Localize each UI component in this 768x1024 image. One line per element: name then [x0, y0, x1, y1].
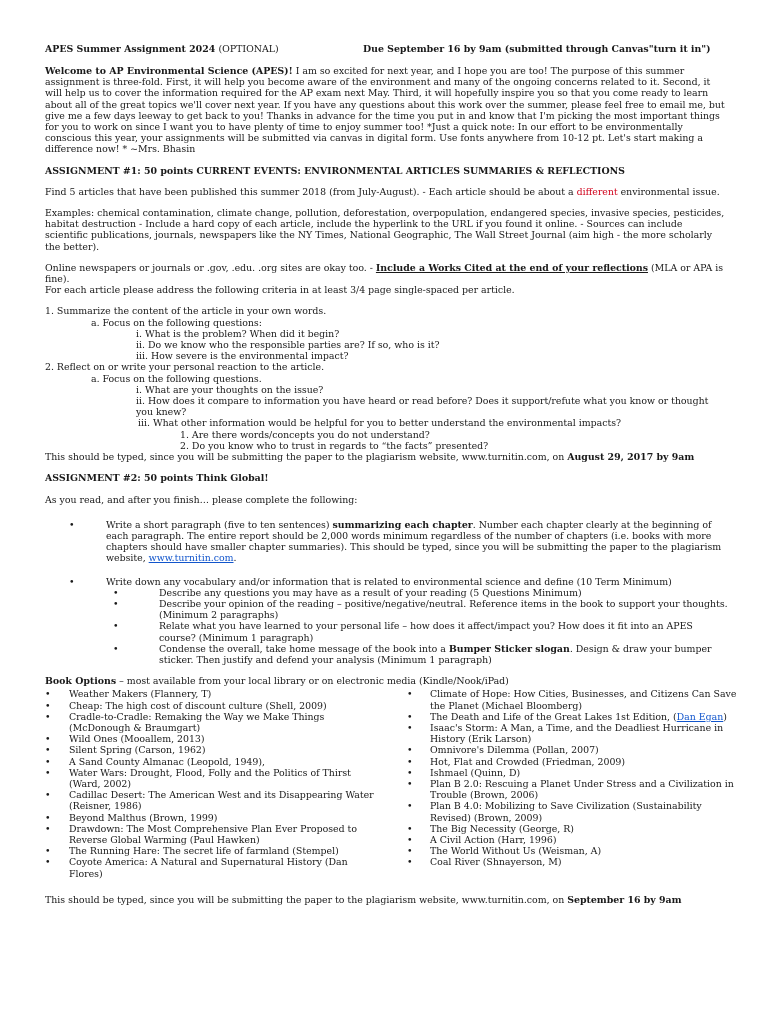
bullet-dot: • [69, 576, 75, 588]
title-text: APES Summer Assignment 2024 [45, 44, 216, 55]
assignment-2-heading [45, 473, 728, 484]
book-column-right [407, 689, 737, 868]
book-title: Isaac's Storm: A Man, a Time, and the Deadliest Hurricane in History (Erik Larson) [430, 722, 724, 746]
book-title: Climate of Hope: How Cities, Businesses, and Citizens Can Save the Planet (Michael Bloomberg) [430, 689, 737, 712]
sub2-text: Describe your opinion of the reading – positive/negative/neutral. Reference items in the book to support your thoughts. (Minimum 2 paragraphs) [159, 598, 728, 622]
outline-item: 2. Do you know who to trust in regards to “the facts” presented? [180, 440, 489, 452]
find-pre: Find 5 articles that have been published this summer 2018 (from July-August). - Each article should be about a [45, 186, 577, 198]
online-sources-text [45, 263, 728, 285]
outline-item: ii. Do we know who the responsible parties are? If so, who is it? [136, 340, 440, 352]
find-post: environmental issue. [617, 186, 720, 198]
book-item [407, 835, 737, 846]
book-title-end: ) [723, 711, 727, 723]
b1-pre: Write a short paragraph (five to ten sentences) [106, 519, 333, 531]
due-date: Due September 16 by 9am (submitted through Canvas"turn it in") [363, 44, 711, 55]
book-item [407, 824, 737, 835]
book-title: Wild Ones (Mooallem, 2013) [69, 734, 205, 746]
examples-paragraph: Examples: chemical contamination, climate change, pollution, deforestation, overpopulation, endangered species, invasive species, pesticides, habitat destruction - Include a hard copy of each article, include the hyperlink to the URL if you found it online. - Sources can include scientific publications, journals, newspapers like the NY Times, National Geographic, The Wall Street Journal (aim high - the more scholarly the better). [45, 208, 725, 253]
bullet-dot: • [45, 711, 51, 723]
bullet-dot: • [407, 801, 413, 813]
find-articles-text [45, 187, 728, 198]
outline-item: 1. Summarize the content of the article in your own words. [45, 306, 327, 318]
book-title: Cheap: The high cost of discount culture (Shell, 2009) [69, 700, 327, 712]
assignment-1-heading [45, 166, 728, 177]
outline-item: iii. What other information would be helpful for you to better understand the environmental impacts? [138, 418, 622, 430]
outline-item: i. What is the problem? When did it begin? [136, 328, 340, 340]
bullet-dot: • [45, 745, 51, 757]
book-title: The World Without Us (Weisman, A) [430, 846, 602, 858]
sub-bullet [45, 621, 728, 643]
article-outline [45, 306, 728, 452]
sub-bullet [45, 644, 728, 666]
assignment-2-intro: As you read, and after you finish… please complete the following: [45, 494, 358, 506]
book-options-heading [45, 676, 728, 687]
bullet-dot: • [113, 643, 119, 655]
book-item [407, 779, 737, 801]
book-title: Cadillac Desert: The American West and its Disappearing Water (Reisner, 1986) [69, 790, 374, 813]
outline-item: a. Focus on the following questions. [91, 373, 262, 385]
book-title: Plan B 2.0: Rescuing a Planet Under Stress and a Civilization in Trouble (Brown, 2006) [430, 778, 734, 802]
sub-bullet [45, 599, 728, 621]
turnitin-link[interactable]: www.turnitin.com [148, 553, 234, 565]
criteria-text: For each article please address the following criteria in at least 3/4 page single-spaced per article. [45, 285, 515, 297]
outline-item: 1. Are there words/concepts you do not understand? [180, 429, 430, 441]
bullet-dot: • [45, 790, 51, 802]
book-title: The Big Necessity (George, R) [430, 823, 574, 835]
book-list [45, 689, 737, 889]
book-item [45, 824, 375, 846]
book-item [407, 723, 737, 745]
book-title: Drawdown: The Most Comprehensive Plan Ever Proposed to Reverse Global Warming (Paul Hawken) [69, 823, 357, 846]
book-title: Ishmael (Quinn, D) [430, 767, 521, 779]
book-title: Coal River (Shnayerson, M) [430, 857, 562, 869]
book-title: Cradle-to-Cradle: Remaking the Way we Make Things (McDonough & Braumgart) [69, 711, 325, 734]
bullet-dot: • [113, 587, 119, 599]
typed-note-1 [45, 452, 728, 463]
welcome-text: I am so excited for next year, and I hope you are too! The purpose of this summer assignment is three-fold. First, it will help you become aware of the environment and many of the ongoing concerns related to it. Second, it will help us to cover the information required for the AP exam next May. Third, it will hopefully inspire you so that you come ready to learn about all of the great topics we'll cover next year. If you have any questions about this work over the summer, please feel free to email me, but give me a few days leeway to get back to you! Thanks in advance for the time you put in and know that I'm picking the most important things for you to work on since I want you to have plenty of time to enjoy summer too! *Just a quick note: In our effort to be environmentally conscious this year, your assignments will be submitted via canvas in digital form. Use fonts anywhere from 10-12 pt. Let's start making a difference now! * ~Mrs. Bhasin [45, 66, 725, 156]
summary-bullet [45, 520, 728, 565]
bullet-dot: • [407, 778, 413, 790]
book-item [45, 701, 375, 712]
book-title: Silent Spring (Carson, 1962) [69, 745, 206, 757]
book-title: The Running Hare: The secret life of farmland (Stempel) [69, 846, 339, 858]
book-item [45, 689, 375, 700]
book-item [45, 712, 375, 734]
book-title: Beyond Malthus (Brown, 1999) [69, 812, 218, 824]
a2-heading-text: ASSIGNMENT #2: 50 points Think Global! [45, 473, 269, 485]
book-title: A Sand County Almanac (Leopold, 1949), [69, 756, 266, 768]
outline-item: 2. Reflect on or write your personal reaction to the article. [45, 362, 325, 374]
works-cited-note: Include a Works Cited at the end of your reflections [375, 262, 648, 274]
book-item [45, 846, 375, 857]
book-item [407, 857, 737, 868]
bullet-dot: • [45, 734, 51, 746]
book-title: Water Wars: Drought, Flood, Folly and the Politics of Thirst (Ward, 2002) [69, 767, 351, 790]
sub4-pre: Condense the overall, take home message of the book into a [159, 643, 449, 655]
document-page [45, 44, 737, 907]
book-item [407, 801, 737, 823]
footer-deadline: September 16 by 9am [567, 895, 682, 907]
sub1-text: Describe any questions you may have as a result of your reading (5 Questions Minimum) [159, 587, 582, 599]
book-item [407, 757, 737, 768]
book-item [407, 846, 737, 857]
bullet-dot: • [45, 846, 51, 858]
bullet-dot: • [407, 857, 413, 869]
book-item [45, 745, 375, 756]
online-pre: Online newspapers or journals or .gov, .edu. .org sites are okay too. - [45, 262, 376, 274]
bullet-dot: • [45, 857, 51, 869]
optional-label: (OPTIONAL) [218, 44, 279, 55]
bullet-dot: • [45, 812, 51, 824]
bullet-dot: • [407, 823, 413, 835]
bullet-dot: • [407, 711, 413, 723]
book-item [45, 790, 375, 812]
bullet-dot: • [407, 722, 413, 734]
bullet-dot: • [45, 689, 51, 701]
book-title: Omnivore's Dilemma (Pollan, 2007) [430, 745, 599, 757]
b1-bold: summarizing each chapter [332, 519, 473, 531]
bullet-dot: • [407, 834, 413, 846]
bullet-dot: • [45, 767, 51, 779]
bullet-dot: • [45, 700, 51, 712]
outline-item: iii. How severe is the environmental impact? [136, 351, 349, 363]
book-title: The Death and Life of the Great Lakes 1st Edition, ( [430, 711, 677, 723]
bullet-dot: • [113, 598, 119, 610]
welcome-paragraph [45, 66, 728, 156]
assignment-title [45, 44, 279, 55]
bullet-dot: • [407, 756, 413, 768]
book-title: Hot, Flat and Crowded (Friedman, 2009) [430, 756, 626, 768]
dan-egan-link[interactable]: Dan Egan [676, 711, 724, 723]
different-word: different [576, 186, 618, 198]
typed-pre: This should be typed, since you will be submitting the paper to the plagiarism website, www.turnitin.com, on [45, 452, 568, 464]
book-column-right-rest [407, 723, 737, 869]
bumper-sticker-label: Bumper Sticker slogan [448, 643, 570, 655]
book-item [407, 689, 737, 711]
outline-item: ii. How does it compare to information you have heard or read before? Does it support/refute what you know or thought you knew? [136, 396, 709, 419]
online-post: (MLA or APA is fine). [45, 262, 724, 286]
book-item [45, 734, 375, 745]
b1-post: . Number each chapter clearly at the beginning of each paragraph. The entire report should be 2,000 words minimum regardless of the number of chapters (i.e. books with more chapters should have smaller chapter summaries). This should be typed, since you will be submitting the paper to the plagiarism website, [106, 519, 722, 565]
document-header [45, 44, 728, 56]
b1-end: . [233, 553, 237, 565]
book-item [45, 768, 375, 790]
sub3-text: Relate what you have learned to your personal life – how does it affect/impact you? How does it fit into an APES course? (Minimum 1 paragraph) [159, 621, 693, 644]
bullet-dot: • [407, 846, 413, 858]
bullet-dot: • [113, 621, 119, 633]
book-item [407, 768, 737, 779]
b2-text: Write down any vocabulary and/or information that is related to environmental science and define (10 Term Minimum) [106, 576, 672, 588]
book-item [45, 757, 375, 768]
book-title: Plan B 4.0: Mobilizing to Save Civilization (Sustainability Revised) (Brown, 2009) [430, 801, 702, 824]
book-item [45, 857, 375, 879]
book-item [407, 712, 737, 723]
book-options-subtitle: – most available from your local library or on electronic media (Kindle/Nook/iPad) [116, 676, 509, 688]
book-title: Weather Makers (Flannery, T) [69, 689, 212, 701]
book-title: A Civil Action (Harr, 1996) [430, 834, 557, 846]
book-title: Coyote America: A Natural and Supernatural History (Dan Flores) [69, 857, 348, 880]
outline-item: a. Focus on the following questions: [91, 317, 262, 329]
bullet-dot: • [407, 745, 413, 757]
bullet-dot: • [69, 519, 75, 531]
footer-pre: This should be typed, since you will be submitting the paper to the plagiarism website, www.turnitin.com, on [45, 895, 568, 907]
sub4-post: . Design & draw your bumper sticker. Then justify and defend your analysis (Minimum 1 paragraph) [159, 643, 712, 666]
bullet-dot: • [45, 823, 51, 835]
footer-note [45, 895, 728, 906]
book-column-left [45, 689, 375, 879]
bullet-dot: • [407, 689, 413, 701]
book-item [407, 745, 737, 756]
book-options-title: Book Options [45, 676, 117, 688]
book-item [45, 813, 375, 824]
vocabulary-bullet [45, 577, 728, 588]
a1-heading-text: ASSIGNMENT #1: 50 points CURRENT EVENTS: ENVIRONMENTAL ARTICLES SUMMARIES & REFLECTIONS [45, 165, 625, 177]
bullet-dot: • [407, 767, 413, 779]
welcome-lead: Welcome to AP Environmental Science (APES)! [45, 66, 293, 77]
outline-item: i. What are your thoughts on the issue? [136, 384, 324, 396]
bullet-dot: • [45, 756, 51, 768]
sub-bullet [45, 588, 728, 599]
typed-deadline: August 29, 2017 by 9am [567, 452, 695, 464]
